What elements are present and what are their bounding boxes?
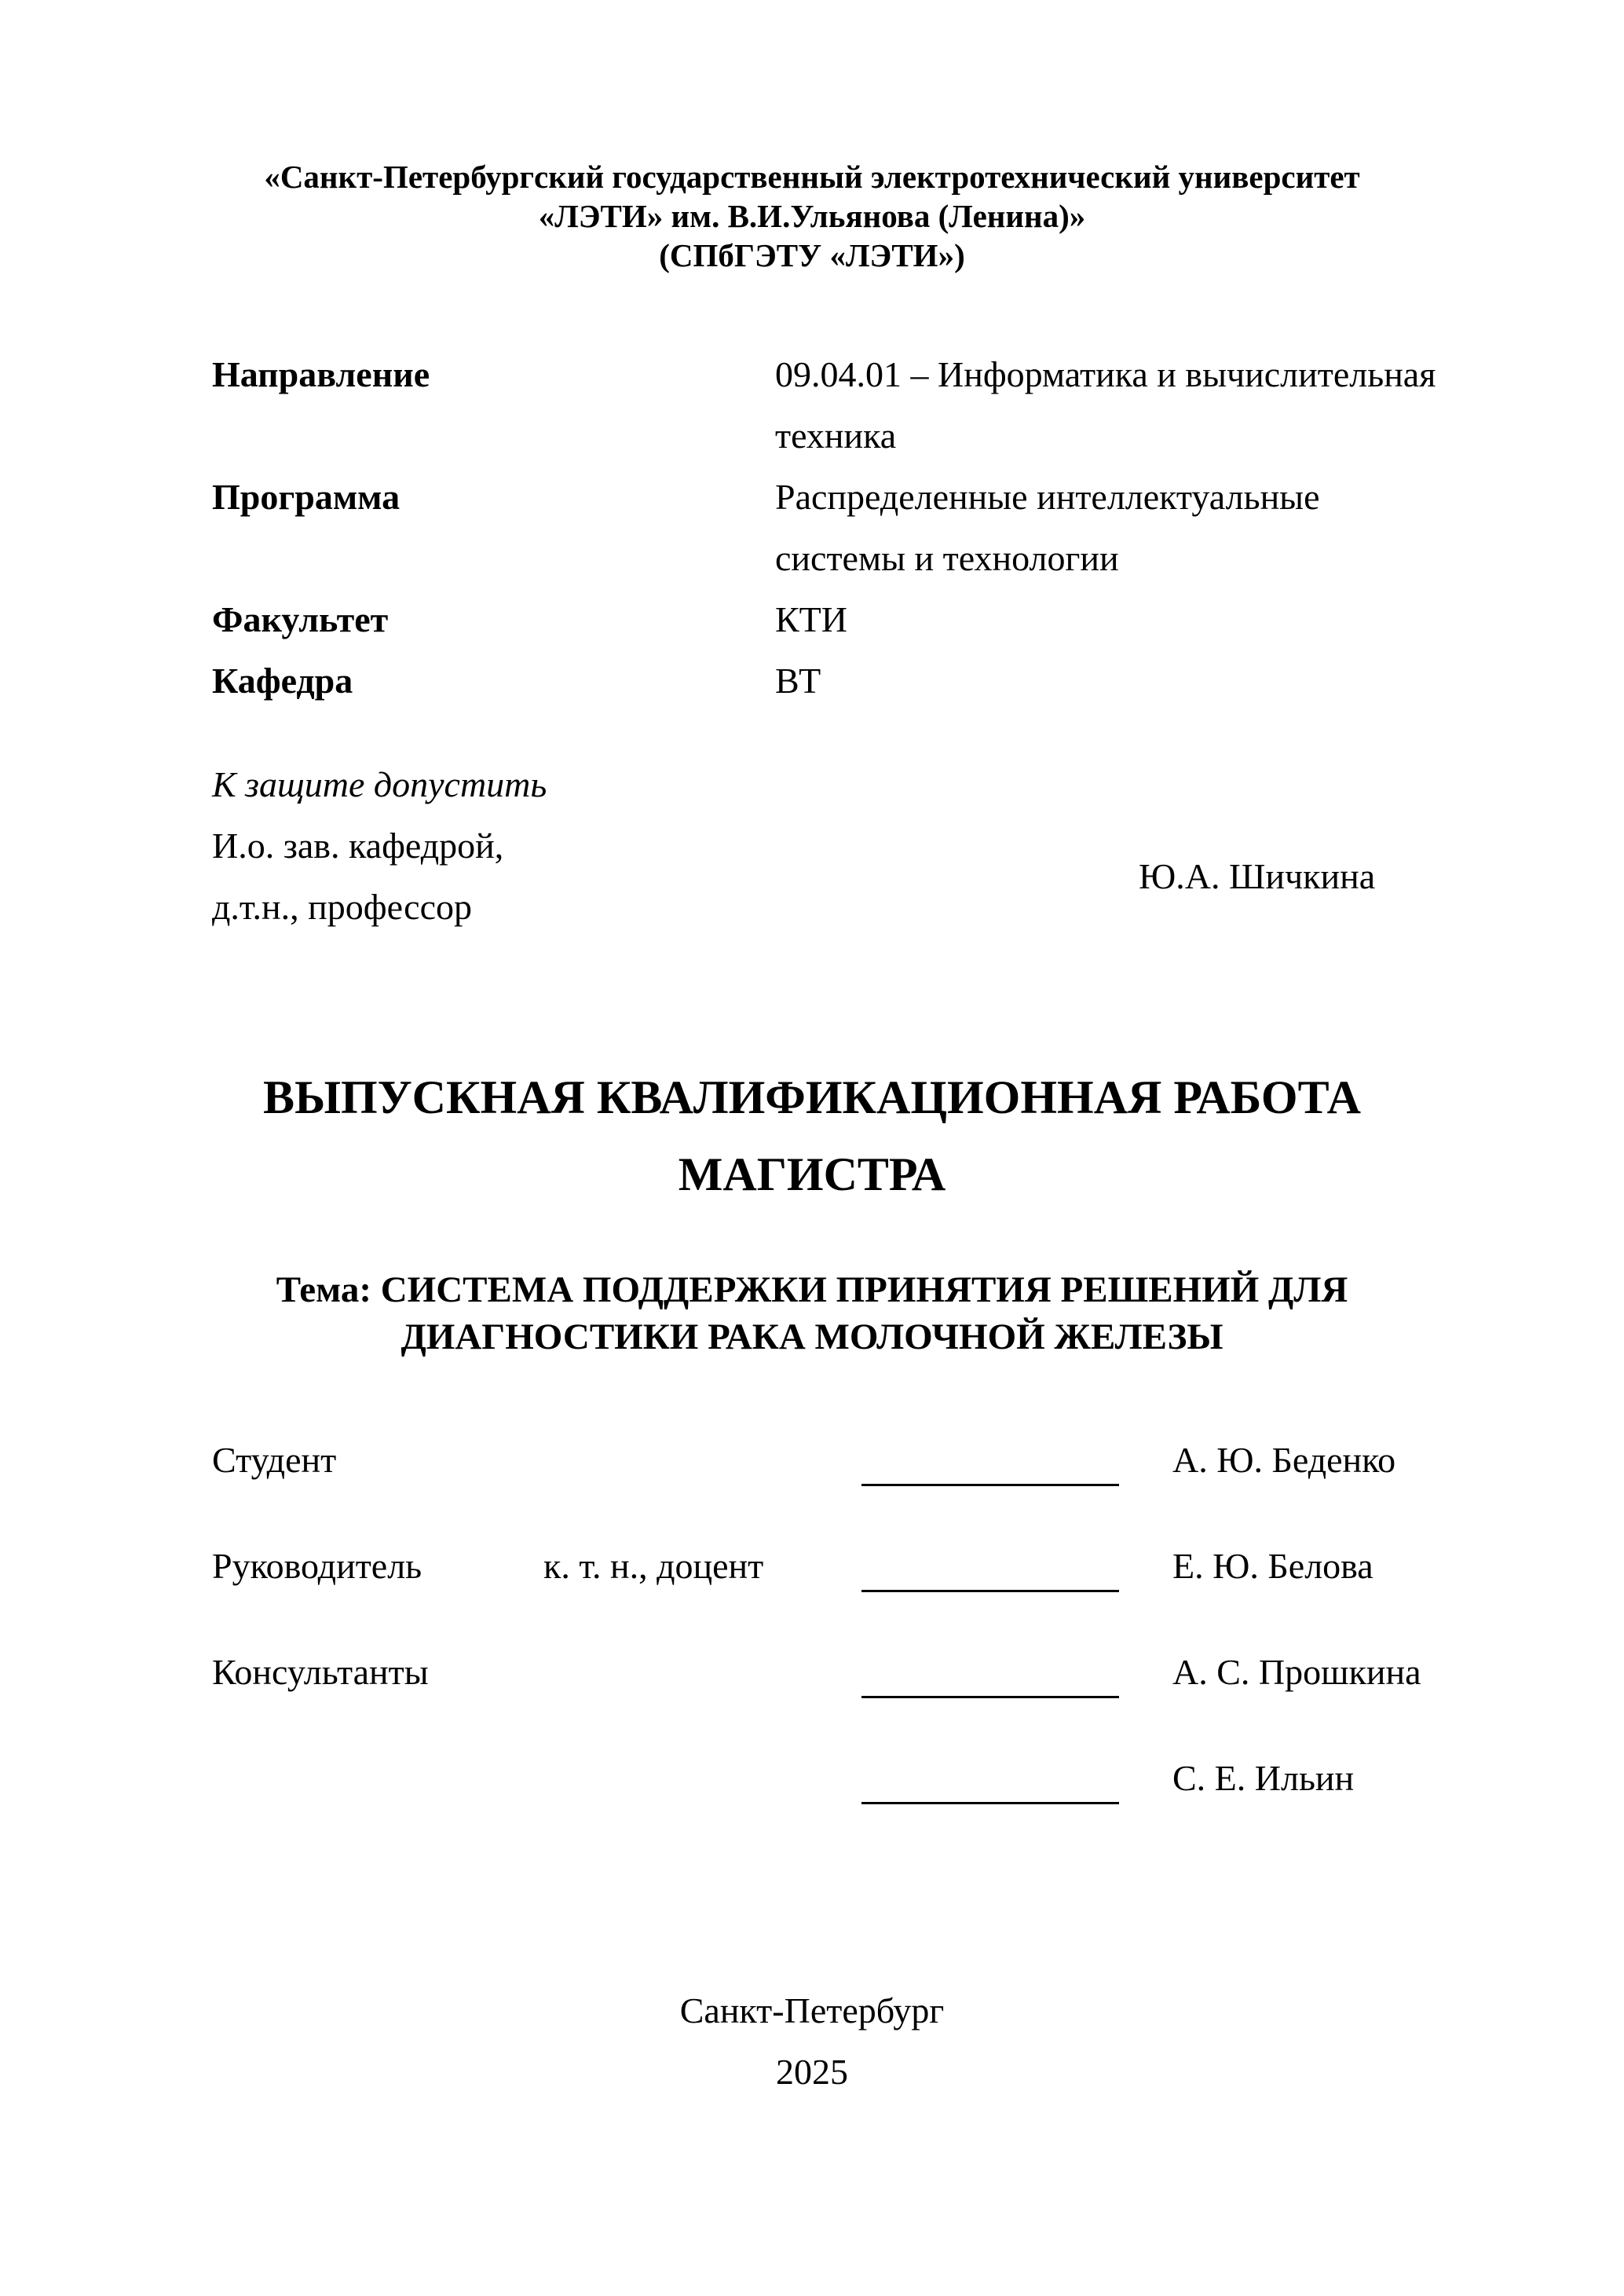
signature-degree: к. т. н., доцент [543, 1546, 764, 1586]
info-label-department: Кафедра [212, 661, 353, 701]
university-abbreviation: (СПбГЭТУ «ЛЭТИ») [659, 237, 965, 273]
approval-name: Ю.А. Шичкина [1139, 856, 1376, 896]
signature-name: Е. Ю. Белова [1172, 1546, 1373, 1586]
document-title-line1: ВЫПУСКНАЯ КВАЛИФИКАЦИОННАЯ РАБОТА [263, 1071, 1361, 1123]
document-title-line2: МАГИСТРА [678, 1148, 946, 1200]
signature-role: Консультанты [212, 1652, 429, 1692]
info-value-direction-line2: техника [775, 416, 897, 456]
signature-role: Студент [212, 1440, 337, 1480]
signature-line [861, 1484, 1119, 1486]
signature-name: С. Е. Ильин [1172, 1758, 1355, 1798]
approval-heading: К защите допустить [212, 764, 547, 804]
signature-role: Руководитель [212, 1546, 422, 1586]
topic-line2: ДИАГНОСТИКИ РАКА МОЛОЧНОЙ ЖЕЛЕЗЫ [401, 1316, 1223, 1357]
signature-line [861, 1696, 1119, 1698]
approval-position-line1: И.о. зав. кафедрой, [212, 826, 504, 866]
university-name-line1: «Санкт-Петербургский государственный электротехнический университет [264, 159, 1360, 195]
signature-line [861, 1590, 1119, 1592]
info-label-program: Программа [212, 477, 401, 517]
info-value-program-line2: системы и технологии [775, 538, 1119, 578]
info-label-direction: Направление [212, 354, 430, 394]
signature-name: А. Ю. Беденко [1172, 1440, 1396, 1480]
info-value-faculty: КТИ [775, 599, 847, 639]
university-name-line2: «ЛЭТИ» им. В.И.Ульянова (Ленина)» [538, 198, 1086, 234]
info-value-program-line1: Распределенные интеллектуальные [775, 477, 1320, 517]
signature-line [861, 1802, 1119, 1804]
footer-city: Санкт-Петербург [679, 1990, 945, 2031]
signature-name: А. С. Прошкина [1172, 1652, 1421, 1692]
approval-position-line2: д.т.н., профессор [212, 887, 472, 927]
topic-line1: Тема: СИСТЕМА ПОДДЕРЖКИ ПРИНЯТИЯ РЕШЕНИЙ ДЛЯ [276, 1269, 1348, 1310]
info-label-faculty: Факультет [212, 599, 389, 639]
info-value-department: ВТ [775, 661, 821, 701]
info-value-direction-line1: 09.04.01 – Информатика и вычислительная [775, 354, 1436, 394]
footer-year: 2025 [776, 2052, 848, 2092]
